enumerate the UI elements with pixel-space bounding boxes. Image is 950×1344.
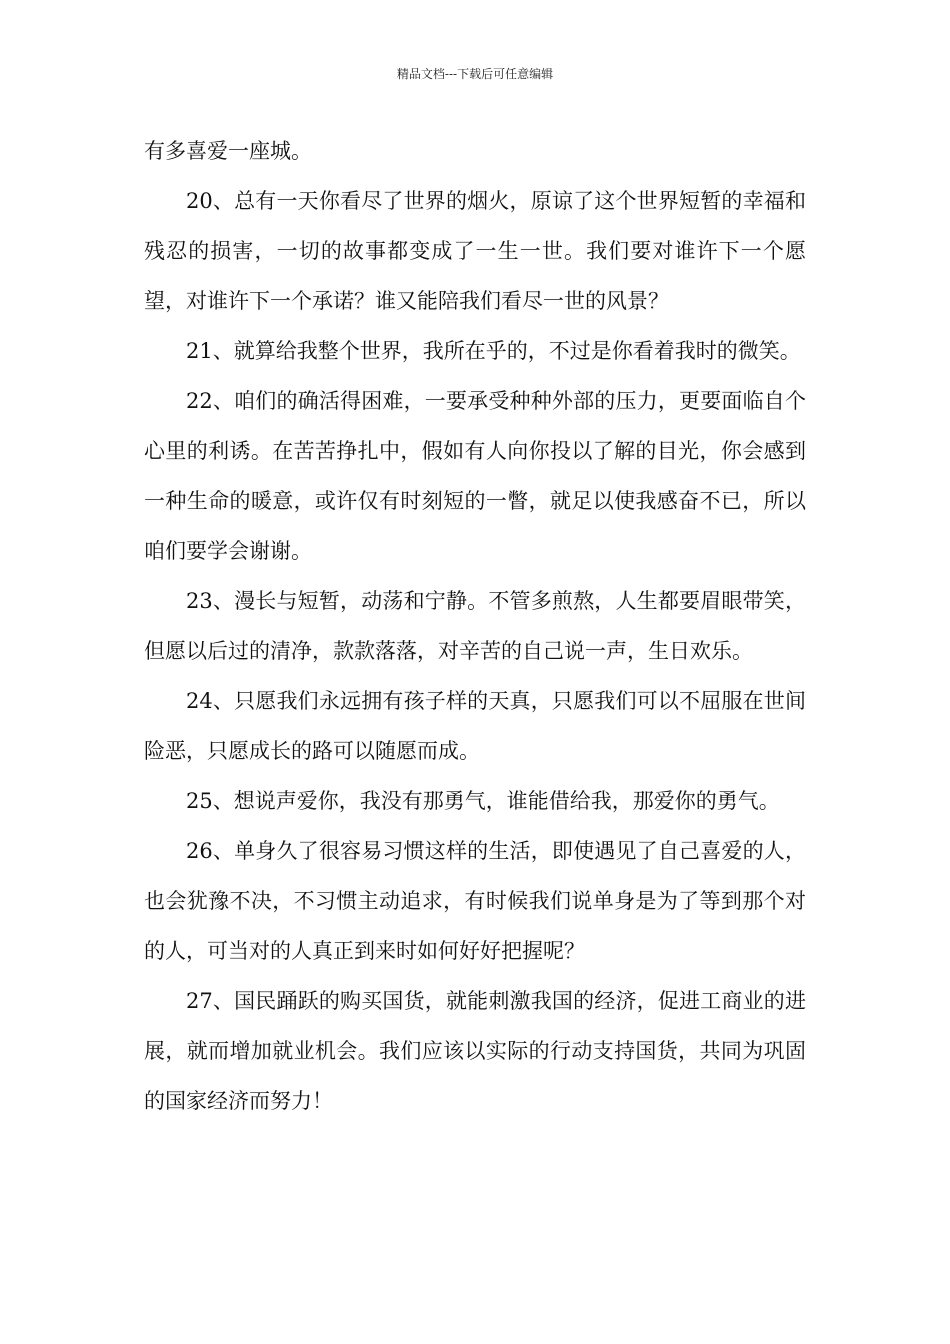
paragraph-22: 22、咱们的确活得困难，一要承受种种外部的压力，更要面临自个心里的利诱。在苦苦挣扎中，假如有人向你投以了解的目光，你会感到一种生命的暖意，或许仅有时刻短的一瞥，就足以使我感奋不已，所以咱们要学会谢谢。 (144, 389, 806, 563)
paragraph-24: 24、只愿我们永远拥有孩子样的天真，只愿我们可以不屈服在世间险恶，只愿成长的路可以随愿而成。 (144, 689, 806, 763)
paragraph-26: 26、单身久了很容易习惯这样的生活，即使遇见了自己喜爱的人，也会犹豫不决，不习惯主动追求，有时候我们说单身是为了等到那个对的人，可当对的人真正到来时如何好好把握呢？ (144, 839, 806, 963)
document-body (144, 126, 806, 1126)
page-header: 精品文档---下载后可任意编辑 (396, 67, 554, 81)
paragraph-21: 21、就算给我整个世界，我所在乎的，不过是你看着我时的微笑。 (186, 339, 801, 363)
paragraph-20: 20、总有一天你看尽了世界的烟火，原谅了这个世界短暂的幸福和残忍的损害，一切的故事都变成了一生一世。我们要对谁许下一个愿望，对谁许下一个承诺？谁又能陪我们看尽一世的风景？ (144, 189, 806, 313)
paragraph-continuation: 有多喜爱一座城。 (144, 139, 312, 163)
paragraph-27: 27、国民踊跃的购买国货，就能刺激我国的经济，促进工商业的进展，就而增加就业机会。我们应该以实际的行动支持国货，共同为巩固的国家经济而努力！ (144, 989, 806, 1113)
paragraph-23: 23、漫长与短暂，动荡和宁静。不管多煎熬，人生都要眉眼带笑，但愿以后过的清净，款款落落，对辛苦的自己说一声，生日欢乐。 (144, 589, 806, 663)
paragraph-25: 25、想说声爱你，我没有那勇气，谁能借给我，那爱你的勇气。 (186, 789, 780, 813)
